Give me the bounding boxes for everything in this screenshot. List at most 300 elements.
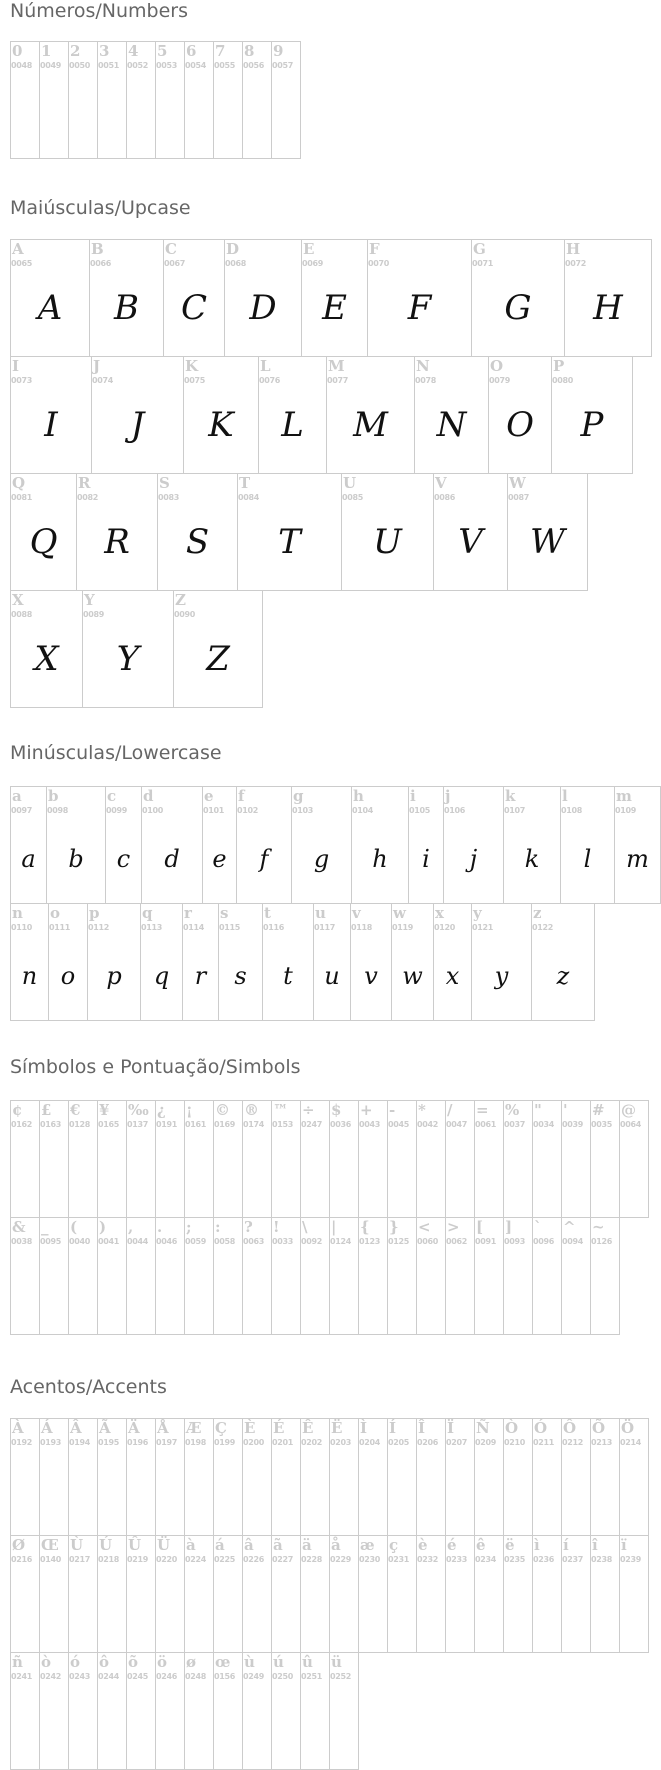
character-code: 0052 <box>127 61 149 70</box>
character-code: 0245 <box>127 1672 149 1681</box>
character-code: 0113 <box>141 923 163 932</box>
character-cell <box>414 356 489 474</box>
character-label: c <box>107 787 117 805</box>
character-code: 0122 <box>532 923 554 932</box>
character-label: è <box>418 1536 428 1554</box>
glyph-preview: r <box>194 962 207 990</box>
glyph-preview: v <box>364 962 378 990</box>
character-cell <box>213 1535 243 1653</box>
character-code: 0217 <box>69 1555 91 1564</box>
character-code: 0210 <box>504 1438 526 1447</box>
glyph-preview: l <box>583 845 592 873</box>
glyph-preview: a <box>21 845 36 873</box>
character-label: A <box>12 240 24 258</box>
character-cell <box>503 1535 533 1653</box>
character-code: 0243 <box>69 1672 91 1681</box>
character-cell <box>97 1100 127 1218</box>
character-cell <box>445 1535 475 1653</box>
character-code: 0073 <box>11 376 33 385</box>
character-label: J <box>93 357 101 375</box>
character-cell <box>561 1418 591 1536</box>
character-cell <box>10 356 92 474</box>
character-label: k <box>505 787 516 805</box>
character-code: 0049 <box>40 61 62 70</box>
character-cell <box>39 1652 69 1770</box>
character-cell <box>68 1217 98 1335</box>
character-label: 3 <box>99 42 110 60</box>
character-label: 4 <box>128 42 139 60</box>
character-cell <box>614 786 661 904</box>
character-cell <box>105 786 142 904</box>
character-cell <box>503 786 561 904</box>
character-grid-numbers <box>10 41 300 158</box>
character-label: ¡ <box>186 1101 193 1119</box>
character-cell <box>408 786 444 904</box>
glyph-preview: A <box>37 288 63 328</box>
character-code: 0103 <box>292 806 314 815</box>
character-label: Ø <box>12 1536 26 1554</box>
character-code: 0087 <box>508 493 530 502</box>
character-label: l <box>562 787 568 805</box>
character-code: 0084 <box>238 493 260 502</box>
character-code: 0033 <box>272 1237 294 1246</box>
character-cell <box>416 1100 446 1218</box>
glyph-preview: M <box>353 405 388 445</box>
character-label: ç <box>389 1536 399 1554</box>
character-cell <box>213 41 243 159</box>
character-code: 0051 <box>98 61 120 70</box>
character-code: 0252 <box>330 1672 352 1681</box>
character-code: 0101 <box>203 806 225 815</box>
character-label: Ä <box>128 1419 140 1437</box>
character-cell <box>341 473 434 591</box>
character-code: 0067 <box>164 259 186 268</box>
glyph-preview: G <box>504 288 532 328</box>
character-code: 0191 <box>156 1120 178 1129</box>
character-label: g <box>293 787 304 805</box>
character-code: 0110 <box>11 923 33 932</box>
character-label: { <box>360 1218 370 1236</box>
character-code: 0200 <box>243 1438 265 1447</box>
character-code: 0140 <box>40 1555 62 1564</box>
character-label: ï <box>621 1536 627 1554</box>
character-label: x <box>435 904 444 922</box>
character-cell <box>213 1100 243 1218</box>
character-code: 0104 <box>352 806 374 815</box>
character-cell <box>358 1217 388 1335</box>
character-cell <box>387 1217 417 1335</box>
character-cell <box>242 1100 272 1218</box>
character-code: 0229 <box>330 1555 352 1564</box>
character-label: T <box>239 474 251 492</box>
character-label: Q <box>12 474 26 492</box>
character-code: 0244 <box>98 1672 120 1681</box>
character-cell <box>184 1652 214 1770</box>
glyph-preview: C <box>180 288 207 328</box>
character-label: E <box>303 240 315 258</box>
character-code: 0059 <box>185 1237 207 1246</box>
character-code: 0203 <box>330 1438 352 1447</box>
character-code: 0075 <box>184 376 206 385</box>
character-code: 0107 <box>504 806 526 815</box>
character-cell <box>184 1217 214 1335</box>
glyph-preview: o <box>60 962 76 990</box>
character-cell <box>68 1652 98 1770</box>
character-code: 0109 <box>615 806 637 815</box>
character-cell <box>590 1535 620 1653</box>
character-cell <box>10 1217 40 1335</box>
character-cell <box>532 1418 562 1536</box>
character-code: 0055 <box>214 61 236 70</box>
character-cell <box>503 1217 533 1335</box>
character-cell <box>218 903 263 1021</box>
character-cell <box>236 786 292 904</box>
character-cell <box>97 1652 127 1770</box>
character-code: 0218 <box>98 1555 120 1564</box>
character-code: 0174 <box>243 1120 265 1129</box>
character-label: é <box>447 1536 457 1554</box>
character-code: 0094 <box>562 1237 584 1246</box>
character-cell <box>10 1535 40 1653</box>
character-code: 0232 <box>417 1555 439 1564</box>
glyph-preview: E <box>322 288 347 328</box>
section-title-lowercase: Minúsculas/Lowercase <box>10 742 222 764</box>
character-label: $ <box>331 1101 342 1119</box>
character-cell <box>39 1535 69 1653</box>
glyph-preview: n <box>21 962 38 990</box>
character-row <box>10 356 651 473</box>
character-code: 0085 <box>342 493 364 502</box>
character-label: ® <box>244 1101 259 1119</box>
character-label: Î <box>418 1419 426 1437</box>
character-label: ó <box>70 1653 81 1671</box>
character-cell <box>488 356 552 474</box>
character-cell <box>10 903 49 1021</box>
section-title-accents: Acentos/Accents <box>10 1376 167 1398</box>
character-code: 0137 <box>127 1120 149 1129</box>
character-code: 0194 <box>69 1438 91 1447</box>
glyph-preview: x <box>445 962 460 990</box>
character-label: € <box>70 1101 81 1119</box>
character-label: Ñ <box>476 1419 490 1437</box>
character-label: w <box>393 904 406 922</box>
character-cell <box>155 1217 185 1335</box>
character-code: 0111 <box>49 923 71 932</box>
character-label: À <box>12 1419 24 1437</box>
character-label: £ <box>41 1101 52 1119</box>
character-code: 0097 <box>11 806 33 815</box>
character-grid-upcase <box>10 239 651 707</box>
character-code: 0220 <box>156 1555 178 1564</box>
character-label: n <box>12 904 23 922</box>
character-code: 0124 <box>330 1237 352 1246</box>
character-code: 0114 <box>183 923 205 932</box>
glyph-preview: U <box>373 522 402 562</box>
character-cell <box>329 1652 359 1770</box>
character-code: 0249 <box>243 1672 265 1681</box>
character-label: í <box>563 1536 569 1554</box>
character-label: > <box>447 1218 460 1236</box>
character-row <box>10 1652 648 1769</box>
character-cell <box>532 1217 562 1335</box>
character-label: [ <box>476 1218 484 1236</box>
character-cell <box>68 1418 98 1536</box>
character-cell <box>474 1217 504 1335</box>
character-cell <box>300 1652 330 1770</box>
character-cell <box>358 1535 388 1653</box>
character-cell <box>445 1418 475 1536</box>
character-code: 0251 <box>301 1672 323 1681</box>
character-code: 0202 <box>301 1438 323 1447</box>
character-cell <box>271 1535 301 1653</box>
character-label: á <box>215 1536 225 1554</box>
character-label: P <box>553 357 565 375</box>
character-label: Ç <box>215 1419 227 1437</box>
character-cell <box>471 239 565 357</box>
character-label: ! <box>273 1218 280 1236</box>
character-cell <box>262 903 314 1021</box>
character-label: Ï <box>447 1419 455 1437</box>
character-label: ÷ <box>302 1101 315 1119</box>
character-code: 0090 <box>174 610 196 619</box>
character-label: Ó <box>534 1419 548 1437</box>
character-cell <box>242 1217 272 1335</box>
character-code: 0081 <box>11 493 33 502</box>
character-code: 0116 <box>263 923 285 932</box>
character-code: 0069 <box>302 259 324 268</box>
character-cell <box>126 41 156 159</box>
character-cell <box>141 786 203 904</box>
character-code: 0225 <box>214 1555 236 1564</box>
character-label: 1 <box>41 42 52 60</box>
character-code: 0106 <box>444 806 466 815</box>
glyph-preview: s <box>234 962 247 990</box>
character-cell <box>46 786 106 904</box>
character-label: Å <box>157 1419 169 1437</box>
glyph-preview: I <box>44 405 58 445</box>
character-code: 0237 <box>562 1555 584 1564</box>
character-label: ù <box>244 1653 255 1671</box>
character-cell <box>68 1535 98 1653</box>
character-cell <box>97 1217 127 1335</box>
character-label: q <box>142 904 153 922</box>
character-label: * <box>418 1101 426 1119</box>
character-cell <box>590 1100 620 1218</box>
character-label: õ <box>128 1653 139 1671</box>
character-code: 0092 <box>301 1237 323 1246</box>
character-code: 0250 <box>272 1672 294 1681</box>
character-code: 0036 <box>330 1120 352 1129</box>
character-label: ô <box>99 1653 110 1671</box>
character-cell <box>10 473 77 591</box>
glyph-preview: Q <box>29 522 58 562</box>
character-code: 0096 <box>533 1237 555 1246</box>
character-label: | <box>331 1218 337 1236</box>
character-code: 0207 <box>446 1438 468 1447</box>
character-label: Ò <box>505 1419 519 1437</box>
character-label: y <box>473 904 482 922</box>
character-label: Ö <box>621 1419 635 1437</box>
character-code: 0163 <box>40 1120 62 1129</box>
character-label: Œ <box>41 1536 59 1554</box>
character-label: ä <box>302 1536 312 1554</box>
character-row <box>10 1100 648 1217</box>
character-label: Ì <box>360 1419 368 1437</box>
character-label: , <box>128 1218 134 1236</box>
character-cell <box>10 1652 40 1770</box>
character-label: I <box>12 357 20 375</box>
glyph-preview: R <box>104 522 130 562</box>
character-label: û <box>302 1653 313 1671</box>
character-code: 0060 <box>417 1237 439 1246</box>
character-cell <box>358 1418 388 1536</box>
character-label: u <box>315 904 326 922</box>
character-code: 0238 <box>591 1555 613 1564</box>
character-cell <box>213 1652 243 1770</box>
character-cell <box>445 1217 475 1335</box>
character-label: ü <box>331 1653 342 1671</box>
glyph-preview: X <box>34 639 59 679</box>
character-code: 0224 <box>185 1555 207 1564</box>
character-cell <box>474 1535 504 1653</box>
character-code: 0125 <box>388 1237 410 1246</box>
character-code: 0201 <box>272 1438 294 1447</box>
character-cell <box>329 1535 359 1653</box>
character-label: + <box>360 1101 373 1119</box>
character-label: e <box>204 787 214 805</box>
character-label: ( <box>70 1218 78 1236</box>
character-cell <box>300 1535 330 1653</box>
character-code: 0112 <box>88 923 110 932</box>
character-code: 0161 <box>185 1120 207 1129</box>
character-label: 5 <box>157 42 168 60</box>
character-cell <box>367 239 472 357</box>
character-label: X <box>12 591 24 609</box>
character-cell <box>300 1217 330 1335</box>
character-label: G <box>473 240 486 258</box>
character-code: 0099 <box>106 806 128 815</box>
character-label: d <box>143 787 154 805</box>
character-label: r <box>184 904 192 922</box>
character-code: 0047 <box>446 1120 468 1129</box>
character-cell <box>242 41 272 159</box>
glyph-preview: L <box>281 405 304 445</box>
character-cell <box>87 903 141 1021</box>
character-cell <box>182 903 219 1021</box>
character-code: 0108 <box>561 806 583 815</box>
character-label: H <box>566 240 581 258</box>
character-code: 0066 <box>90 259 112 268</box>
glyph-preview: d <box>164 845 180 873</box>
character-label: É <box>273 1419 285 1437</box>
character-row <box>10 239 651 356</box>
character-code: 0248 <box>185 1672 207 1681</box>
character-code: 0204 <box>359 1438 381 1447</box>
character-label: Á <box>41 1419 53 1437</box>
character-label: Ú <box>99 1536 113 1554</box>
character-cell <box>271 1217 301 1335</box>
character-code: 0093 <box>504 1237 526 1246</box>
character-code: 0227 <box>272 1555 294 1564</box>
character-code: 0068 <box>225 259 247 268</box>
character-code: 0197 <box>156 1438 178 1447</box>
glyph-preview: k <box>524 845 540 873</box>
character-code: 0195 <box>98 1438 120 1447</box>
character-label: \ <box>302 1218 308 1236</box>
character-label: & <box>12 1218 26 1236</box>
character-code: 0228 <box>301 1555 323 1564</box>
glyph-preview: O <box>506 405 534 445</box>
character-code: 0077 <box>327 376 349 385</box>
character-code: 0242 <box>40 1672 62 1681</box>
glyph-preview: W <box>530 522 565 562</box>
character-code: 0035 <box>591 1120 613 1129</box>
character-cell <box>564 239 652 357</box>
character-label: % <box>505 1101 520 1119</box>
character-cell <box>10 1100 40 1218</box>
section-title-upcase: Maiúsculas/Upcase <box>10 197 191 219</box>
character-cell <box>157 473 238 591</box>
character-cell <box>258 356 327 474</box>
glyph-preview: z <box>556 962 570 990</box>
character-cell <box>445 1100 475 1218</box>
character-cell <box>155 41 185 159</box>
character-cell <box>619 1100 649 1218</box>
character-label: 0 <box>12 42 23 60</box>
character-label: Ë <box>331 1419 343 1437</box>
character-label: ‰ <box>128 1101 149 1119</box>
character-label: ) <box>99 1218 107 1236</box>
character-code: 0080 <box>552 376 574 385</box>
character-cell <box>97 41 127 159</box>
character-code: 0105 <box>409 806 431 815</box>
character-cell <box>76 473 158 591</box>
character-cell <box>126 1100 156 1218</box>
character-code: 0076 <box>259 376 281 385</box>
character-code: 0128 <box>69 1120 91 1129</box>
character-cell <box>39 1418 69 1536</box>
character-code: 0058 <box>214 1237 236 1246</box>
character-label: ú <box>273 1653 284 1671</box>
character-cell <box>184 1418 214 1536</box>
character-label: _ <box>41 1218 49 1236</box>
character-cell <box>387 1535 417 1653</box>
character-label: ì <box>534 1536 540 1554</box>
character-row <box>10 590 651 707</box>
character-label: D <box>226 240 240 258</box>
character-cell <box>126 1652 156 1770</box>
character-code: 0044 <box>127 1237 149 1246</box>
character-cell <box>433 903 472 1021</box>
character-label: m <box>616 787 632 805</box>
section-title-symbols: Símbolos e Pontuação/Simbols <box>10 1056 301 1078</box>
character-cell <box>560 786 615 904</box>
glyph-preview: D <box>249 288 277 328</box>
character-code: 0043 <box>359 1120 381 1129</box>
character-code: 0046 <box>156 1237 178 1246</box>
character-label: R <box>78 474 91 492</box>
character-cell <box>350 903 392 1021</box>
character-cell <box>237 473 342 591</box>
character-cell <box>551 356 633 474</box>
character-label: ñ <box>12 1653 23 1671</box>
character-cell <box>10 786 47 904</box>
character-code: 0165 <box>98 1120 120 1129</box>
glyph-preview: B <box>114 288 139 328</box>
character-label: È <box>244 1419 256 1437</box>
character-cell <box>561 1100 591 1218</box>
character-row <box>10 1217 648 1334</box>
